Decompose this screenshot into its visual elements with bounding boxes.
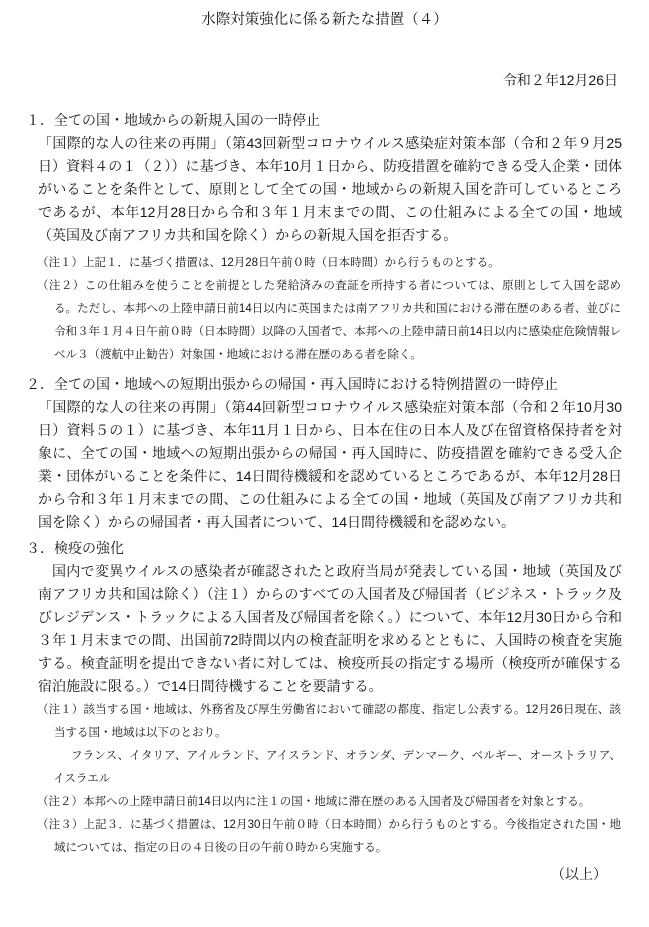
section-new-entry-suspension (0, 109, 649, 367)
section-2-paragraph: 「国際的な人の往来の再開」（第44回新型コロナウイルス感染症対策本部（令和２年10月30日）資料５の１）に基づき、本年11月１日から、日本在住の日本人及び在留資格保持者を対象に、全ての国・地域への短期出張からの帰国・再入国時に、防疫措置を確約できる受入企業・団体がいることを条件に、14日間待機緩和を認めているところであるが、本年12月28日から令和３年１月末までの間、この仕組みによる全ての国・地域（英国及び南アフリカ共和国を除く）からの帰国者・再入国者について、14日間待機緩和を認めない。 (38, 399, 622, 530)
document-date: 令和２年12月26日 (502, 72, 618, 88)
section-1-notes (0, 252, 649, 367)
section-quarantine-strengthening (0, 537, 649, 860)
section-3-note-1: （注１）該当する国・地域は、外務省及び厚生労働省において確認の都度、指定し公表する。12月26日現在、該当する国・地域は以下のとおり。 (37, 704, 621, 739)
document-end-label: （以上） (551, 866, 607, 882)
section-2-heading: ２．全ての国・地域への短期出張からの帰国・再入国時における特例措置の一時停止 (26, 376, 558, 392)
section-3-paragraph: 国内で変異ウイルスの感染者が確認されたと政府当局が発表している国・地域（英国及び南アフリカ共和国は除く）（注１）からのすべての入国者及び帰国者（ビジネス・トラック及びレジデンス・トラックによる入国者及び帰国者を除く。）について、本年12月30日から令和３年１月末までの間、出国前72時間以内の検査証明を求めるとともに、入国時の検査を実施する。検査証明を提出できない者に対しては、検疫所長の指定する場所（検疫所が確保する宿泊施設に限る。）で14日間待機することを要請する。 (38, 563, 622, 694)
document-title: 水際対策強化に係る新たな措置（４） (201, 12, 448, 28)
section-1-note-1: （注１）上記１．に基づく措置は、12月28日午前０時（日本時間）から行うものとする。 (37, 257, 500, 269)
section-1-note-2: （注２）この仕組みを使うことを前提とした発給済みの査証を所持する者については、原則として入国を認める。ただし、本邦への上陸申請日前14日以内に英国または南アフリカ共和国における滞在歴のある者、並びに令和３年１月４日午前０時（日本時間）以降の入国者で、本邦への上陸申請日前14日以内に感染症危険情報レベル３（渡航中止勧告）対象国・地域における滞在歴のある者を除く。 (37, 280, 621, 361)
section-3-notes (0, 699, 649, 860)
designated-country-list: フランス、イタリア、アイルランド、アイスランド、オランダ、デンマーク、ベルギー、オーストラリア、イスラエル (53, 750, 621, 785)
section-3-note-3: （注３）上記３．に基づく措置は、12月30日午前０時（日本時間）から行うものとする。今後指定された国・地域については、指定の日の４日後の日の午前０時から実施する。 (37, 819, 621, 854)
section-1-paragraph: 「国際的な人の往来の再開」（第43回新型コロナウイルス感染症対策本部（令和２年９月25日）資料４の１（２））に基づき、本年10月１日から、防疫措置を確約できる受入企業・団体がいることを条件として、原則として全ての国・地域からの新規入国を許可しているところであるが、本年12月28日から令和３年１月末までの間、この仕組みによる全ての国・地域（英国及び南アフリカ共和国を除く）からの新規入国を拒否する。 (38, 135, 622, 243)
section-3-heading: ３．検疫の強化 (26, 540, 124, 556)
section-short-business-trip-suspension (0, 373, 649, 534)
section-3-note-2: （注２）本邦への上陸申請日前14日以内に注１の国・地域に滞在歴のある入国者及び帰国者を対象とする。 (37, 796, 591, 808)
section-1-heading: １．全ての国・地域からの新規入国の一時停止 (26, 112, 320, 128)
